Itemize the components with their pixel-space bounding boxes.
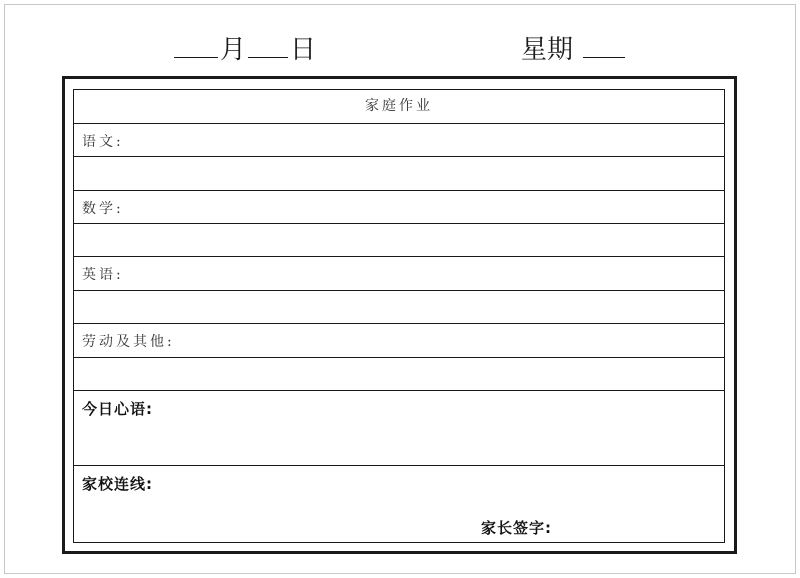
chinese-blank-row[interactable] — [74, 157, 724, 191]
daily-thoughts-row[interactable] — [74, 391, 724, 466]
homework-table — [73, 89, 725, 543]
home-school-label: 家校连线: — [82, 475, 153, 493]
labor-other-row[interactable] — [74, 324, 724, 358]
day-blank[interactable] — [248, 35, 288, 58]
math-row[interactable] — [74, 191, 724, 224]
sheet-title: 家庭作业 — [365, 98, 433, 114]
weekday-label: 星期 — [521, 35, 574, 65]
date-header — [172, 34, 316, 66]
english-label: 英语: — [82, 267, 124, 283]
weekday-blank[interactable] — [583, 35, 625, 58]
chinese-label: 语文: — [82, 134, 124, 150]
english-row[interactable] — [74, 257, 724, 291]
labor-other-blank-row[interactable] — [74, 358, 724, 391]
home-school-row[interactable] — [74, 466, 724, 542]
title-row — [74, 90, 724, 124]
math-label: 数学: — [82, 201, 124, 217]
day-label: 日 — [290, 35, 317, 65]
labor-other-label: 劳动及其他: — [82, 334, 175, 350]
math-blank-row[interactable] — [74, 224, 724, 257]
month-blank[interactable] — [174, 35, 218, 58]
chinese-row[interactable] — [74, 124, 724, 157]
month-label: 月 — [220, 35, 247, 65]
parent-signature-label: 家长签字: — [481, 519, 552, 537]
weekday-header — [521, 34, 627, 66]
daily-thoughts-label: 今日心语: — [82, 400, 153, 418]
english-blank-row[interactable] — [74, 291, 724, 324]
